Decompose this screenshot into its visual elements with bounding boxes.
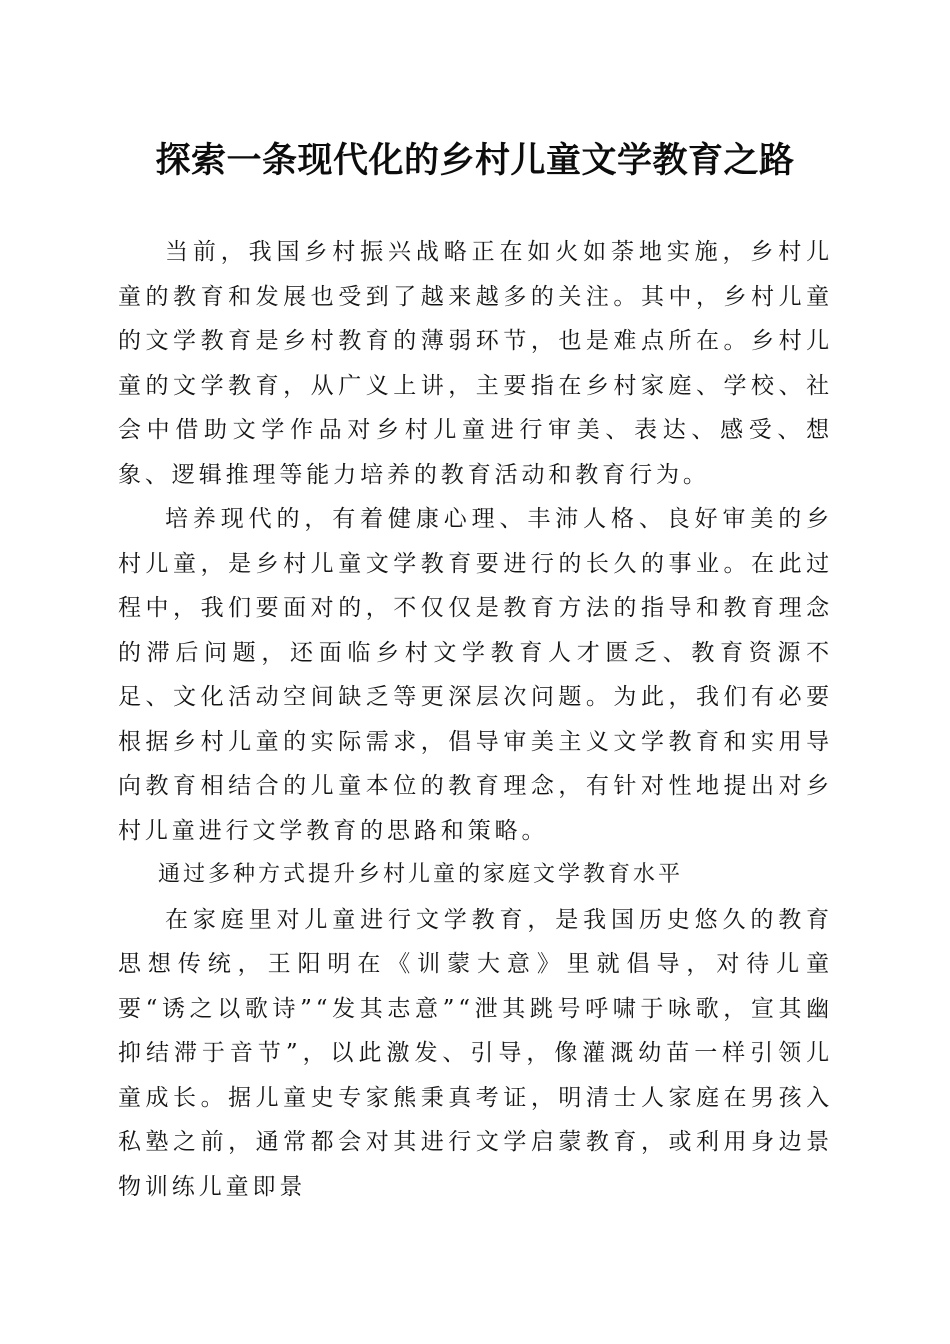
document-title: 探索一条现代化的乡村儿童文学教育之路 (155, 140, 795, 181)
paragraph-goals: 培养现代的，有着健康心理、丰沛人格、良好审美的乡村儿童，是乡村儿童文学教育要进行的长久的事业。在此过程中，我们要面对的，不仅仅是教育方法的指导和教育理念的滞后问题，还面临乡村文学教育人才匮乏、教育资源不足、文化活动空间缺乏等更深层次问题。为此，我们有必要根据乡村儿童的实际需求，倡导审美主义文学教育和实用导向教育相结合的儿童本位的教育理念，有针对性地提出对乡村儿童进行文学教育的思路和策略。 (118, 506, 833, 844)
paragraph-intro: 当前，我国乡村振兴战略正在如火如荼地实施，乡村儿童的教育和发展也受到了越来越多的关注。其中，乡村儿童的文学教育是乡村教育的薄弱环节，也是难点所在。乡村儿童的文学教育，从广义上讲，主要指在乡村家庭、学校、社会中借助文学作品对乡村儿童进行审美、表达、感受、想象、逻辑推理等能力培养的教育活动和教育行为。 (118, 239, 833, 488)
section-heading: 通过多种方式提升乡村儿童的家庭文学教育水平 (158, 862, 684, 887)
paragraph-family-education: 在家庭里对儿童进行文学教育，是我国历史悠久的教育思想传统，王阳明在《训蒙大意》里就倡导，对待儿童要“诱之以歌诗”“发其志意”“泄其跳号呼啸于咏歌，宣其幽抑结滞于音节”，以此激发、引导，像灌溉幼苗一样引领儿童成长。据儿童史专家熊秉真考证，明清士人家庭在男孩入私塾之前，通常都会对其进行文学启蒙教育，或利用身边景物训练儿童即景 (118, 906, 833, 1200)
document-body (118, 230, 833, 1209)
